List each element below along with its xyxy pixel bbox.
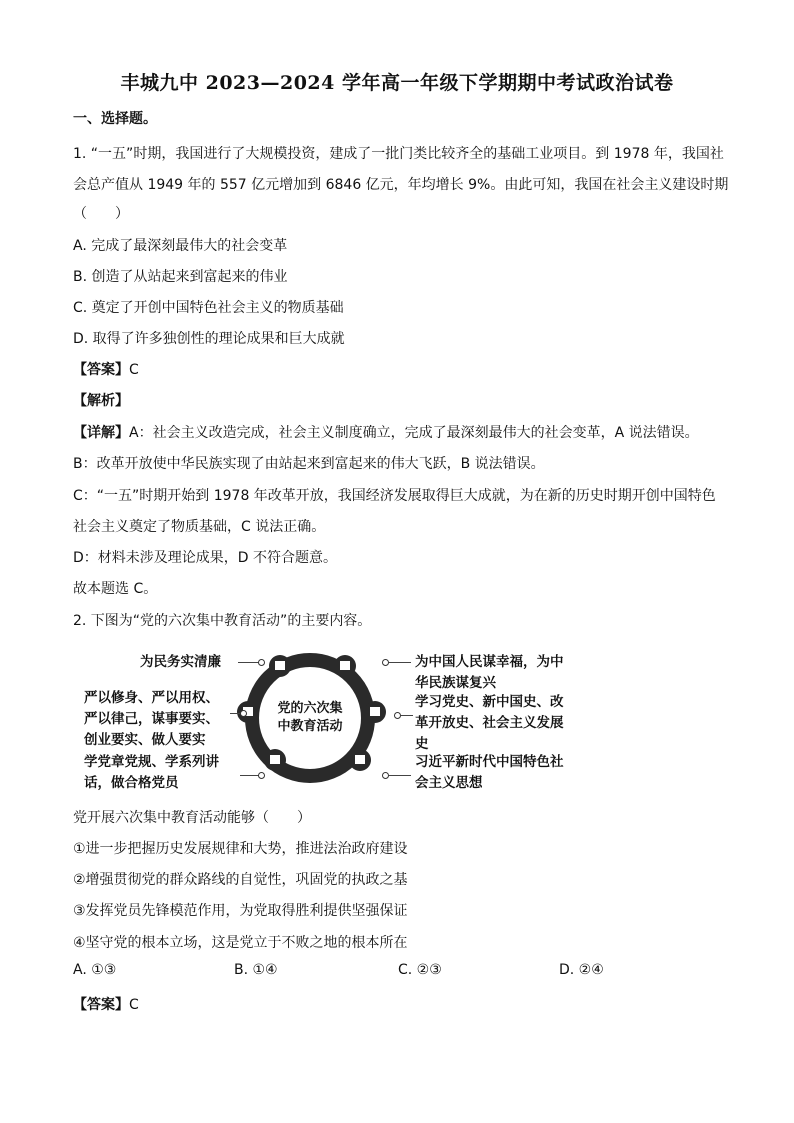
figure-right-3 xyxy=(415,752,564,794)
right-2-line3: 史 xyxy=(415,736,429,752)
left-2-line2: 严以律己，谋事要实、 xyxy=(84,711,219,727)
ring-segment-4 xyxy=(264,749,286,771)
q2-question: 党开展六次集中教育活动能够（ ） xyxy=(73,810,311,826)
ring-segment-2 xyxy=(364,701,386,723)
q2-answer-label: 【答案】 xyxy=(73,997,129,1013)
ring-icon-6 xyxy=(275,661,285,670)
q1-option-a: A. 完成了最深刻最伟大的社会变革 xyxy=(73,238,288,254)
figure-left-3 xyxy=(84,752,219,794)
ring-segment-6 xyxy=(269,655,291,677)
figure-left-2 xyxy=(84,688,219,751)
q2-choice-c: C. ②③ xyxy=(398,962,442,978)
q2-item-4: ④坚守党的根本立场，这是党立于不败之地的根本所在 xyxy=(73,935,408,951)
left-3-line2: 话，做合格党员 xyxy=(84,775,179,791)
section-heading: 一、选择题。 xyxy=(73,111,157,127)
center-line1: 党的六次集 xyxy=(277,701,343,716)
ring-icon-2 xyxy=(370,707,380,716)
q1-answer-label: 【答案】 xyxy=(73,362,129,378)
q2-answer xyxy=(73,994,139,1014)
q1-analysis-label: 【解析】 xyxy=(73,393,129,409)
q1-option-b: B. 创造了从站起来到富起来的伟业 xyxy=(73,269,288,285)
connector-dot-left-2 xyxy=(240,710,247,717)
connector-dot-right-2 xyxy=(394,712,401,719)
connector-left-1 xyxy=(238,662,260,663)
connector-dot-right-3 xyxy=(382,772,389,779)
q2-item-2: ②增强贯彻党的群众路线的自觉性，巩固党的执政之基 xyxy=(73,872,408,888)
left-2-line3: 创业要实、做人要实 xyxy=(84,732,206,748)
center-line2: 中教育活动 xyxy=(277,719,343,734)
q2-choice-d: D. ②④ xyxy=(559,962,604,978)
ring-segment-3 xyxy=(349,749,371,771)
q2-item-3: ③发挥党员先锋模范作用，为党取得胜利提供坚强保证 xyxy=(73,903,408,919)
q2-choice-a: A. ①③ xyxy=(73,962,117,978)
connector-right-2 xyxy=(401,715,413,716)
connector-right-3 xyxy=(389,775,411,776)
right-3-line2: 会主义思想 xyxy=(415,775,483,791)
q2-stem: 2. 下图为“党的六次集中教育活动”的主要内容。 xyxy=(73,613,372,629)
q1-detail-d: D：材料未涉及理论成果，D 不符合题意。 xyxy=(73,550,338,566)
q2-item-1: ①进一步把握历史发展规律和大势，推进法治政府建设 xyxy=(73,841,408,857)
q1-detail-a xyxy=(73,422,699,442)
q1-option-c: C. 奠定了开创中国特色社会主义的物质基础 xyxy=(73,300,344,316)
q1-answer-value: C xyxy=(129,362,139,378)
q1-detail-label: 【详解】 xyxy=(73,425,129,441)
q1-stem-line3: （ ） xyxy=(73,206,129,222)
connector-dot-right-1 xyxy=(382,659,389,666)
q1-answer xyxy=(73,359,139,379)
figure-center-label xyxy=(275,700,345,736)
ring-icon-4 xyxy=(270,755,280,764)
q1-detail-b: B：改革开放使中华民族实现了由站起来到富起来的伟大飞跃，B 说法错误。 xyxy=(73,456,545,472)
q1-detail-c-line1: C：“一五”时期开始到 1978 年改革开放，我国经济发展取得巨大成就，为在新的历史时期开创中国特色 xyxy=(73,488,716,504)
ring-segment-1 xyxy=(334,655,356,677)
q1-detail-a-text: A：社会主义改造完成，社会主义制度确立，完成了最深刻最伟大的社会变革，A 说法错误。 xyxy=(129,425,699,441)
connector-right-1 xyxy=(389,662,411,663)
connector-dot-left-3 xyxy=(258,772,265,779)
figure-right-1 xyxy=(415,652,564,694)
left-2-line1: 严以修身、严以用权、 xyxy=(84,690,219,706)
ring-icon-3 xyxy=(355,755,365,764)
q2-choice-b: B. ①④ xyxy=(234,962,278,978)
connector-dot-left-1 xyxy=(258,659,265,666)
right-3-line1: 习近平新时代中国特色社 xyxy=(415,754,564,770)
q1-option-d: D. 取得了许多独创性的理论成果和巨大成就 xyxy=(73,331,345,347)
figure-right-2 xyxy=(415,692,564,755)
right-1-line1: 为中国人民谋幸福，为中 xyxy=(415,654,564,670)
q2-answer-value: C xyxy=(129,997,139,1013)
q1-conclusion: 故本题选 C。 xyxy=(73,581,158,597)
figure-left-1: 为民务实清廉 xyxy=(140,654,221,670)
page-title: 丰城九中 2023—2024 学年高一年级下学期期中考试政治试卷 xyxy=(120,72,674,94)
q1-stem-line1: 1. “一五”时期，我国进行了大规模投资，建成了一批门类比较齐全的基础工业项目。到 1978 年，我国社 xyxy=(73,146,724,162)
connector-left-3 xyxy=(240,775,260,776)
right-1-line2: 华民族谋复兴 xyxy=(415,675,496,691)
right-2-line1: 学习党史、新中国史、改 xyxy=(415,694,564,710)
q1-detail-c-line2: 社会主义奠定了物质基础，C 说法正确。 xyxy=(73,519,326,535)
right-2-line2: 革开放史、社会主义发展 xyxy=(415,715,564,731)
ring-icon-1 xyxy=(340,661,350,670)
left-3-line1: 学党章党规、学系列讲 xyxy=(84,754,219,770)
q1-stem-line2: 会总产值从 1949 年的 557 亿元增加到 6846 亿元，年均增长 9%。由此可知，我国在社会主义建设时期 xyxy=(73,177,729,193)
